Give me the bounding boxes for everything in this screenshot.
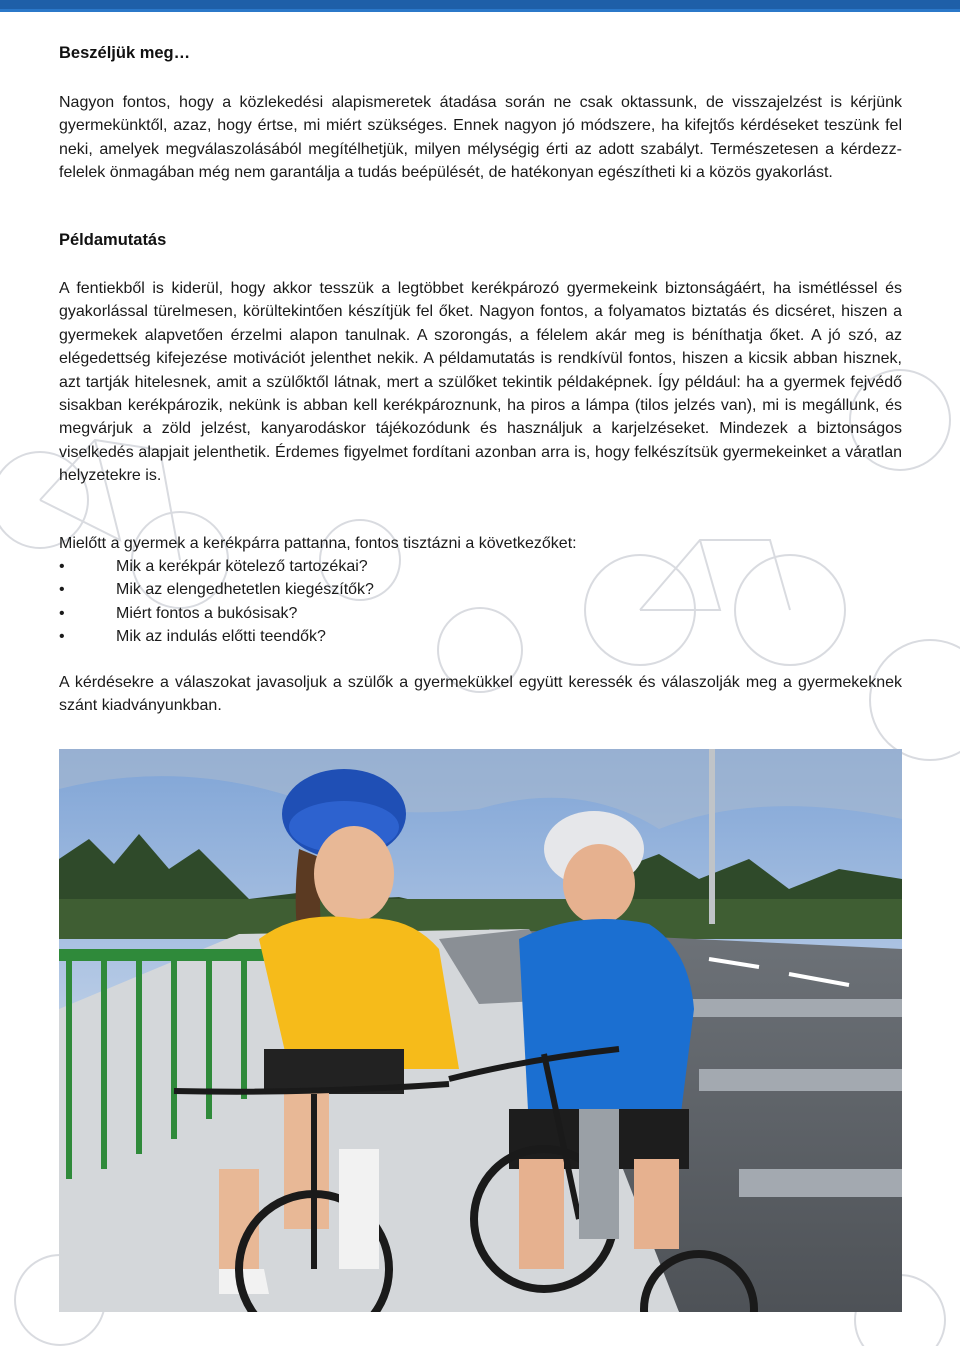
questions-intro: Mielőtt a gyermek a kerékpárra pattanna, fontos tisztázni a következőket: (59, 535, 577, 552)
bullet-glyph: • (59, 628, 65, 646)
section-heading-discuss: Beszéljük meg… (59, 44, 191, 62)
questions-list (59, 555, 374, 649)
list-item: • Mik az indulás előtti teendők? (59, 625, 374, 648)
photo-children-cycling (59, 749, 902, 1312)
list-item: • Mik a kerékpár kötelező tartozékai? (59, 555, 374, 578)
section-heading-example: Példamutatás (59, 231, 167, 249)
list-item: • Mik az elengedhetetlen kiegészítők? (59, 578, 374, 601)
list-item: • Miért fontos a bukósisak? (59, 602, 374, 625)
bullet-glyph: • (59, 558, 65, 575)
bullet-glyph: • (59, 581, 65, 599)
bullet-glyph: • (59, 604, 65, 622)
section-paragraph-example: A fentiekből is kiderül, hogy akkor tesszük a legtöbbet kerékpározó gyermekeink biztonságáért, ha ismétléssel és gyakorlással türelmesen, körültekintően készítjük fel őket. Nagyon fontos, a folyamatos biztatás és dicséret, hiszen a gyermekek alapvetően érzelmi alapon tanulnak. A szorongás, a félelem akár meg is béníthatja őket. A jó szó, az elégedettség kifejezése motivációt jelenthet nekik. A példamutatás is rendkívül fontos, hiszen a kicsik abban hisznek, azt tartják hitelesnek, amit a szülőktől látnak, mert a szülőket tekintik példaképnek. Így például: ha a gyermek fejvédő sisakban kerékpározik, nekünk is abban kell kerékpároznunk, ha piros a lámpa (tilos jelzés van), mi is megállunk, és megvárjuk a zöld jelzést, kanyarodáskor tájékozódunk és használjuk a karjelzéseket. Mindezek a biztonságos viselkedés alapjait jelenthetik. Érdemes figyelmet fordítani azonban arra is, hogy felkészítsük gyermekeinket a váratlan helyzetekre is. (59, 280, 902, 485)
closing-paragraph: A kérdésekre a válaszokat javasoljuk a szülők a gyermekükkel együtt keressék és válaszolják meg a gyermekeknek szánt kiadványunkban. (59, 674, 902, 715)
section-paragraph-discuss: Nagyon fontos, hogy a közlekedési alapismeretek átadása során ne csak oktassunk, de visszajelzést is kérjünk gyermekünktől, azaz, hogy értse, mi miért szükséges. Ennek nagyon jó módszere, ha kifejtős kérdéseket teszünk fel neki, amelyek megválaszolásából megítélhetjük, milyen mélységig érti az adott szabályt. Természetesen a kérdezz-felelek önmagában még nem garantálja a tudás beépülését, de hatékonyan egészítheti ki a közös gyakorlást. (59, 94, 902, 182)
